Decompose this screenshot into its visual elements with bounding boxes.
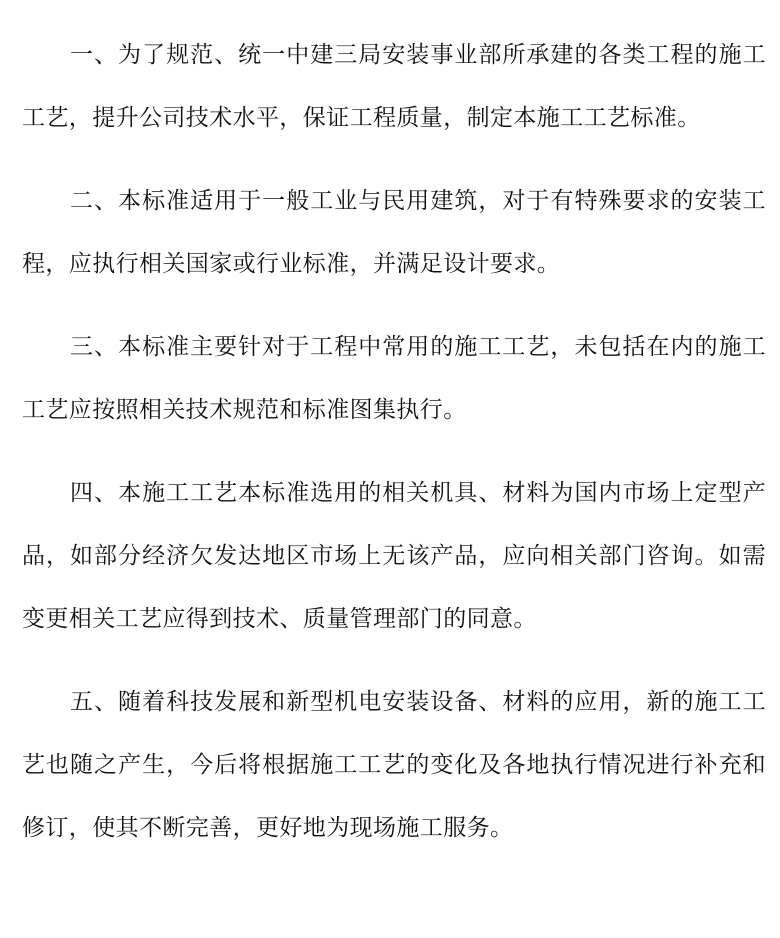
paragraph-1: 一、为了规范、统一中建三局安装事业部所承建的各类工程的施工工艺，提升公司技术水平，保证工程质量，制定本施工工艺标准。 — [22, 42, 766, 131]
paragraph-5: 五、随着科技发展和新型机电安装设备、材料的应用，新的施工工艺也随之产生，今后将根据施工工艺的变化及各地执行情况进行补充和修订，使其不断完善，更好地为现场施工服务。 — [22, 689, 766, 841]
document-page — [22, 24, 766, 880]
paragraph-4: 四、本施工工艺本标准选用的相关机具、材料为国内市场上定型产品，如部分经济欠发达地区市场上无该产品，应向相关部门咨询。如需变更相关工艺应得到技术、质量管理部门的同意。 — [22, 480, 766, 632]
paragraph-3: 三、本标准主要针对于工程中常用的施工工艺，未包括在内的施工工艺应按照相关技术规范和标准图集执行。 — [22, 334, 766, 423]
paragraph-2: 二、本标准适用于一般工业与民用建筑，对于有特殊要求的安装工程，应执行相关国家或行业标准，并满足设计要求。 — [22, 188, 766, 277]
